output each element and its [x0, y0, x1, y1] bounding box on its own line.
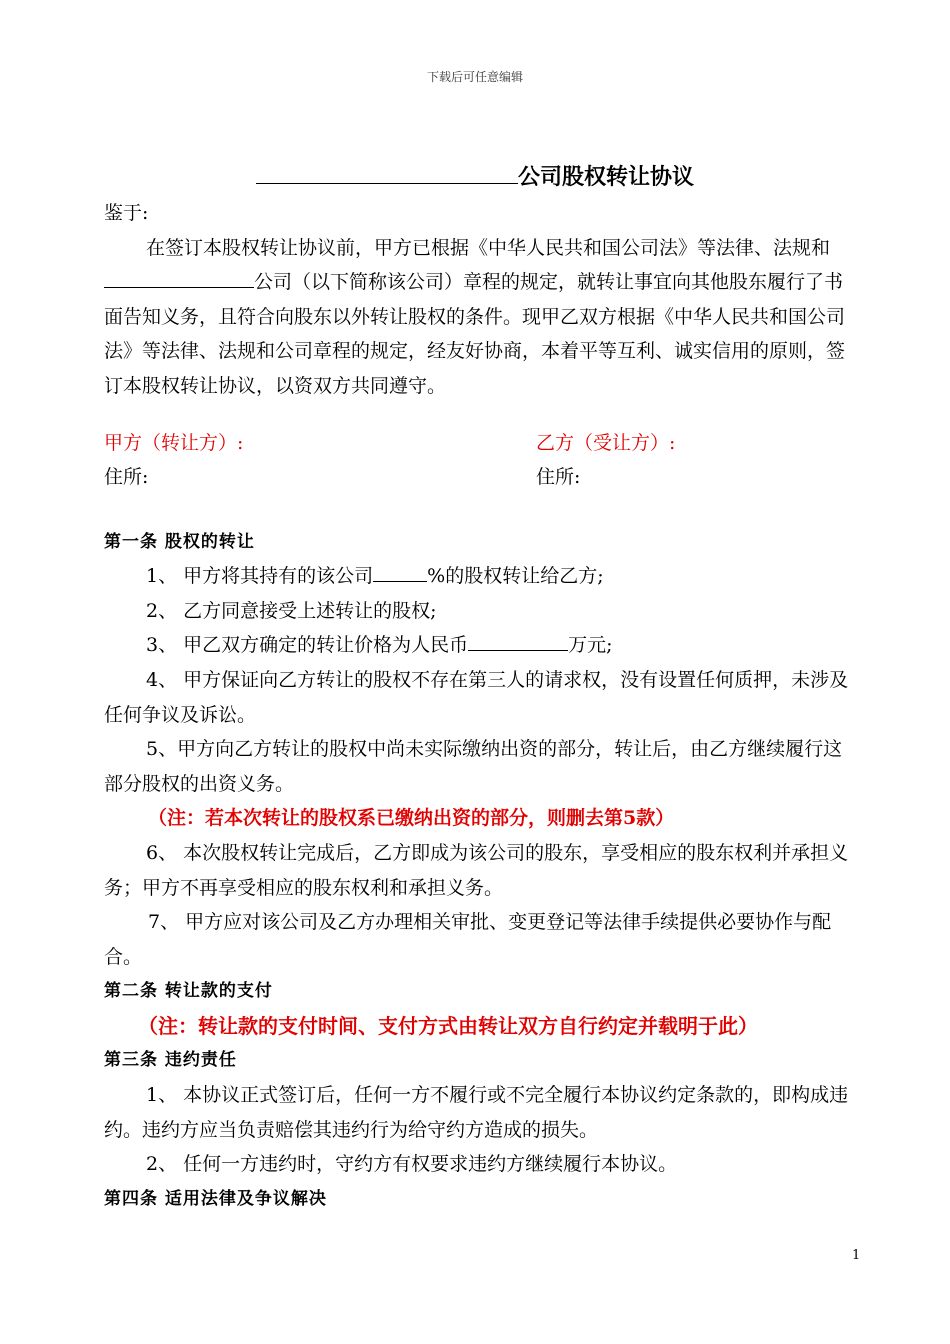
article1-item4: 4、 甲方保证向乙方转让的股权不存在第三人的请求权，没有设置任何质押，未涉及任何争议及诉讼。	[104, 668, 849, 726]
page-header-note: 下载后可任意编辑	[426, 70, 523, 84]
preamble-text-1: 在签订本股权转让协议前，甲方已根据《中华人民共和国公司法》等法律、法规和	[146, 236, 831, 259]
item3-text-b: 万元;	[568, 634, 613, 657]
article1-item3	[104, 628, 856, 663]
preamble-text-2: 公司（以下简称该公司）章程的规定，就转让事宜向其他股东履行了书面告知义务，且符合向股东以外转让股权的条件。现甲乙双方根据《中华人民共和国公司法》等法律、法规和公司章程的规定，经友好协商，本着平等互利、诚实信用的原则，签订本股权转让协议，以资双方共同遵守。	[104, 271, 846, 397]
whereas-label: 鉴于:	[104, 202, 149, 224]
article4-heading: 第四条 适用法律及争议解决	[104, 1188, 327, 1209]
article1-item6: 6、 本次股权转让完成后，乙方即成为该公司的股东，享受相应的股东权利并承担义务；甲方不再享受相应的股东权利和承担义务。	[104, 841, 849, 899]
article1-item1	[104, 559, 856, 594]
title-text: 公司股权转让协议	[517, 164, 694, 190]
article1-item7: 7、 甲方应对该公司及乙方办理相关审批、变更登记等法律手续提供必要协作与配合。	[104, 911, 832, 968]
item3-text-a: 3、 甲乙双方确定的转让价格为人民币	[146, 634, 469, 657]
article1-heading: 第一条 股权的转让	[104, 531, 255, 552]
party-a-address-label: 住所:	[104, 466, 149, 489]
party-b-label: 乙方（受让方）:	[536, 431, 676, 454]
party-b-column	[536, 426, 675, 495]
item1-text-b: %的股权转让给乙方;	[427, 565, 604, 588]
party-b-address-label: 住所:	[536, 466, 581, 489]
party-a-column	[104, 426, 243, 495]
page-number: 1	[852, 1248, 861, 1263]
article3-item2: 2、 任何一方违约时，守约方有权要求违约方继续履行本协议。	[146, 1153, 678, 1176]
article3-item1: 1、 本协议正式签订后，任何一方不履行或不完全履行本协议约定条款的，即构成违约。违约方应当负责赔偿其违约行为给守约方造成的损失。	[104, 1084, 849, 1141]
document-body	[104, 196, 856, 1216]
company-blank[interactable]	[104, 269, 254, 288]
parties-block	[104, 426, 856, 495]
article3-heading: 第三条 违约责任	[104, 1050, 237, 1071]
article1-item2: 2、 乙方同意接受上述转让的股权;	[146, 599, 437, 622]
article1-note: （注：若本次转让的股权系已缴纳出资的部分，则删去第5款）	[148, 807, 675, 830]
article2-heading: 第二条 转让款的支付	[104, 981, 273, 1002]
preamble-paragraph	[104, 231, 856, 404]
item1-text-a: 1、 甲方将其持有的该公司	[146, 565, 374, 588]
party-a-label: 甲方（转让方）:	[104, 431, 244, 454]
percent-blank[interactable]	[373, 563, 427, 582]
article2-note: （注：转让款的支付时间、支付方式由转让双方自行约定并载明于此）	[138, 1013, 758, 1038]
document-title	[0, 160, 950, 191]
article1-item5: 5、甲方向乙方转让的股权中尚未实际缴纳出资的部分，转让后，由乙方继续履行这部分股权的出资义务。	[104, 738, 843, 795]
price-blank[interactable]	[468, 632, 568, 651]
company-name-blank[interactable]	[256, 165, 518, 184]
